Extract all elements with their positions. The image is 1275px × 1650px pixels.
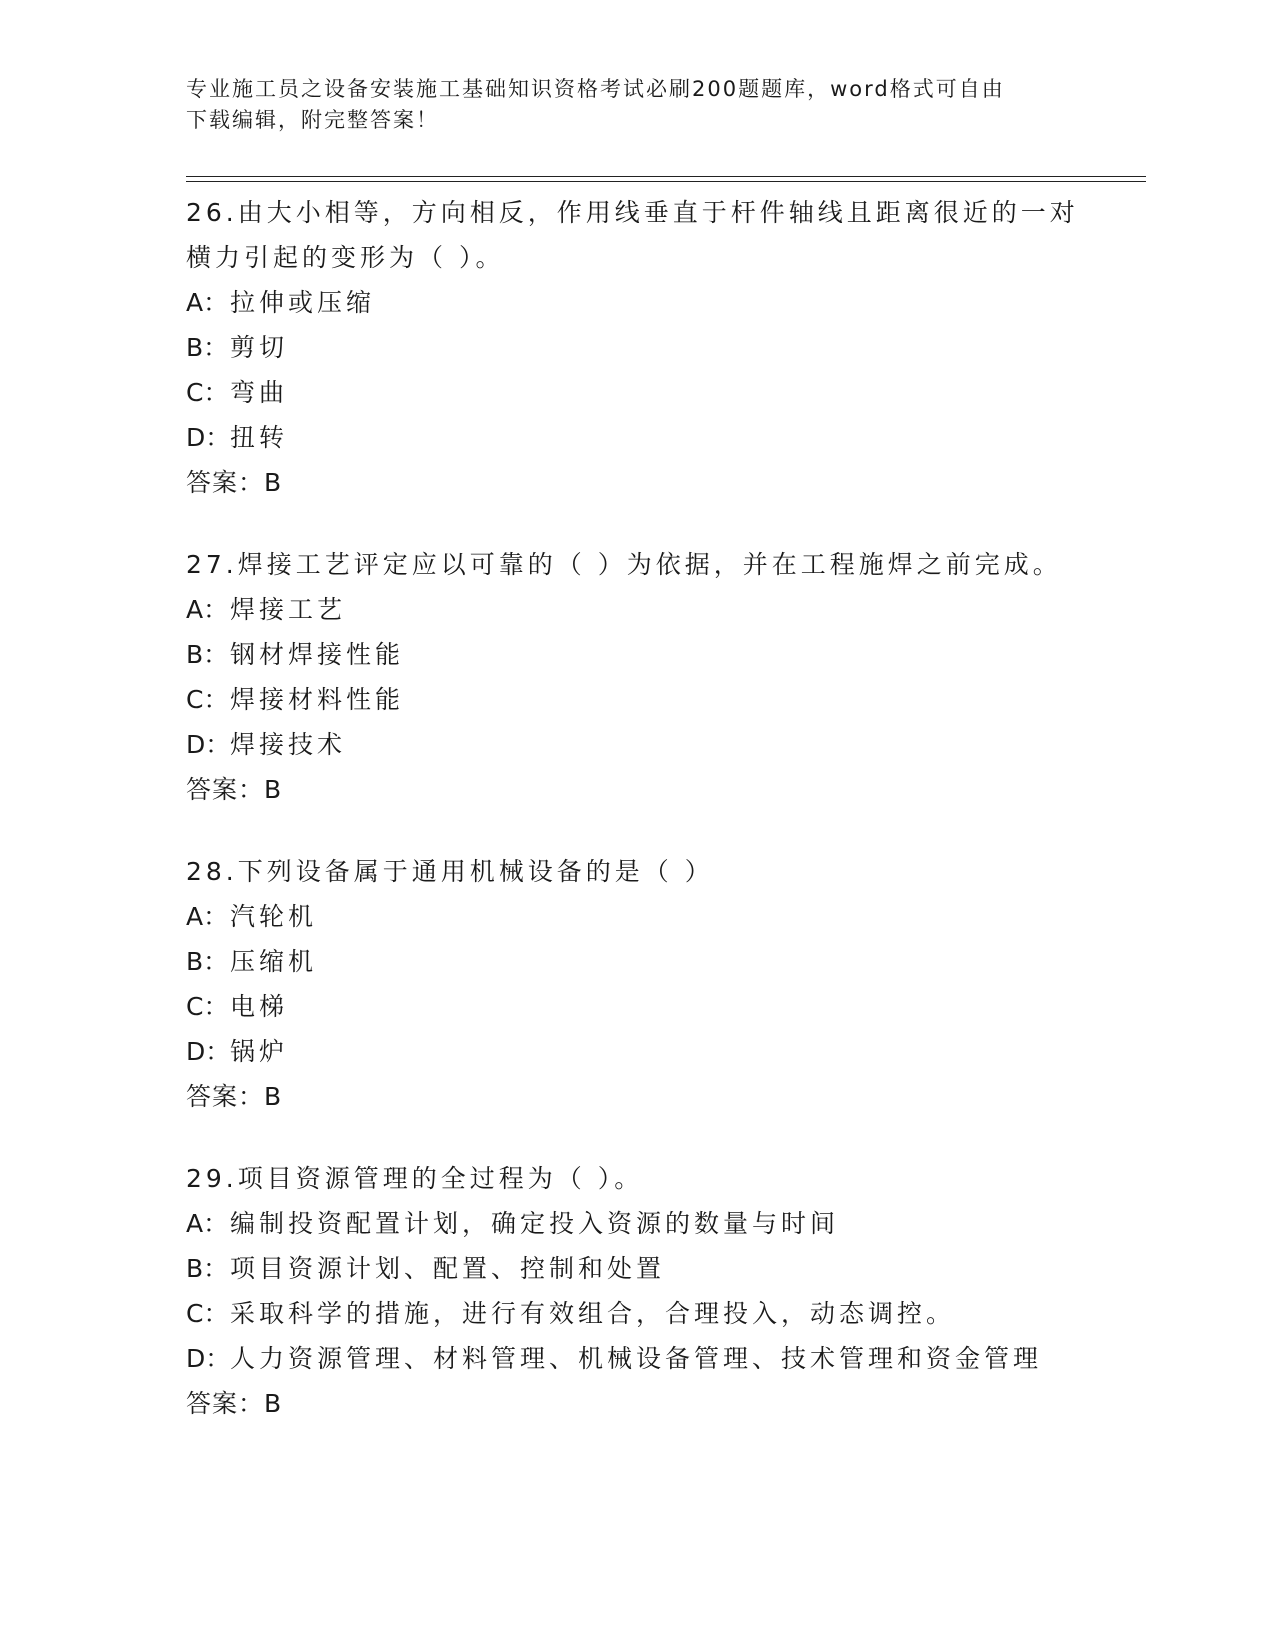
option-key: A：: [186, 288, 229, 317]
question-stem-line: 29.项目资源管理的全过程为（ ）。: [186, 1164, 644, 1193]
header-line-1: 专业施工员之设备安装施工基础知识资格考试必刷200题题库，word格式可自由: [186, 77, 1005, 101]
option-d: [186, 1336, 1086, 1381]
option-text: 焊接技术: [230, 730, 347, 759]
option-key: D：: [186, 730, 231, 759]
answer-line: 答案：B: [186, 1389, 283, 1418]
option-text: 电梯: [230, 992, 289, 1021]
option-c: [186, 677, 1086, 722]
header-divider-top: [186, 176, 1146, 177]
option-key: D：: [186, 1037, 231, 1066]
option-text: 钢材焊接性能: [230, 640, 405, 669]
option-key: B：: [186, 640, 229, 669]
option-b: [186, 632, 1086, 677]
header-divider-bottom: [186, 181, 1146, 182]
question-28: [186, 849, 1086, 1119]
option-b: [186, 939, 1086, 984]
question-list: [186, 190, 1086, 1463]
question-29: [186, 1156, 1086, 1426]
option-key: C：: [186, 1299, 229, 1328]
option-c: [186, 370, 1086, 415]
option-b: [186, 1246, 1086, 1291]
answer-line: 答案：B: [186, 1082, 283, 1111]
option-text: 锅炉: [230, 1037, 289, 1066]
option-text: 焊接工艺: [230, 595, 347, 624]
option-d: [186, 722, 1086, 767]
option-text: 压缩机: [230, 947, 318, 976]
option-key: A：: [186, 595, 229, 624]
option-text: 采取科学的措施，进行有效组合，合理投入，动态调控。: [230, 1299, 956, 1328]
option-key: D：: [186, 423, 231, 452]
option-d: [186, 1029, 1086, 1074]
header-line-2: 下载编辑，附完整答案！: [186, 108, 439, 132]
option-text: 焊接材料性能: [230, 685, 405, 714]
question-stem-line: 横力引起的变形为（ ）。: [186, 243, 505, 272]
option-key: C：: [186, 685, 229, 714]
option-key: B：: [186, 1254, 229, 1283]
option-text: 拉伸或压缩: [230, 288, 376, 317]
option-key: B：: [186, 947, 229, 976]
question-stem-line: 27.焊接工艺评定应以可靠的（ ）为依据，并在工程施焊之前完成。: [186, 550, 1062, 579]
option-a: [186, 280, 1086, 325]
option-a: [186, 1201, 1086, 1246]
option-key: B：: [186, 333, 229, 362]
option-key: C：: [186, 992, 229, 1021]
answer-line: 答案：B: [186, 775, 283, 804]
question-stem-line: 26.由大小相等，方向相反，作用线垂直于杆件轴线且距离很近的一对: [186, 198, 1079, 227]
question-26: [186, 190, 1086, 505]
option-text: 编制投资配置计划，确定投入资源的数量与时间: [230, 1209, 840, 1238]
option-a: [186, 587, 1086, 632]
option-d: [186, 415, 1086, 460]
option-text: 汽轮机: [230, 902, 318, 931]
option-text: 弯曲: [230, 378, 289, 407]
option-a: [186, 894, 1086, 939]
option-text: 项目资源计划、配置、控制和处置: [230, 1254, 666, 1283]
question-27: [186, 542, 1086, 812]
option-c: [186, 984, 1086, 1029]
option-text: 扭转: [230, 423, 289, 452]
option-text: 人力资源管理、材料管理、机械设备管理、技术管理和资金管理: [230, 1344, 1043, 1373]
answer-line: 答案：B: [186, 468, 283, 497]
option-b: [186, 325, 1086, 370]
option-key: D：: [186, 1344, 231, 1373]
option-key: C：: [186, 378, 229, 407]
option-c: [186, 1291, 1086, 1336]
option-key: A：: [186, 902, 229, 931]
option-key: A：: [186, 1209, 229, 1238]
document-header: [186, 74, 1066, 136]
option-text: 剪切: [230, 333, 289, 362]
question-stem-line: 28.下列设备属于通用机械设备的是（ ）: [186, 857, 714, 886]
